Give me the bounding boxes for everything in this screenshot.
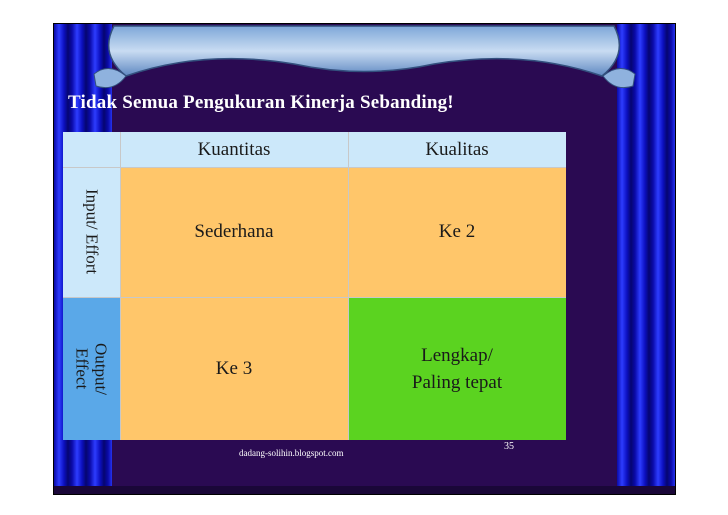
cell-ke-3: Ke 3 xyxy=(120,297,348,440)
grid-line-v2 xyxy=(348,132,349,440)
row-label-output-effect xyxy=(63,297,120,440)
table-corner-cell xyxy=(63,132,120,167)
row-label-input-effort-text: Input/ Effort xyxy=(82,189,102,275)
right-curtain xyxy=(617,24,675,494)
grid-line-h2 xyxy=(63,297,566,298)
row-label-output-effect-text xyxy=(73,343,111,395)
column-header-kuantitas: Kuantitas xyxy=(120,132,348,167)
cell-lengkap-paling-tepat xyxy=(348,297,566,440)
grid-line-v1 xyxy=(120,132,121,440)
page-number: 35 xyxy=(504,441,514,452)
row-label-input-effort xyxy=(63,167,120,297)
grid-line-h1 xyxy=(63,167,566,168)
curtain-valance xyxy=(54,24,675,94)
cell-ke-2: Ke 2 xyxy=(348,167,566,297)
slide-title: Tidak Semua Pengukuran Kinerja Sebanding! xyxy=(68,92,454,113)
footer-bar xyxy=(54,486,675,494)
footer-url: dadang-solihin.blogspot.com xyxy=(239,448,344,458)
row-label-output-line: Output/ xyxy=(91,342,111,395)
column-header-kualitas: Kualitas xyxy=(348,132,566,167)
cell-paling-tepat-line: Paling tepat xyxy=(411,371,503,393)
cell-lengkap-line: Lengkap/ xyxy=(421,344,493,366)
comparison-table xyxy=(63,132,566,440)
row-label-effect-line: Effect xyxy=(72,347,92,390)
cell-sederhana: Sederhana xyxy=(120,167,348,297)
